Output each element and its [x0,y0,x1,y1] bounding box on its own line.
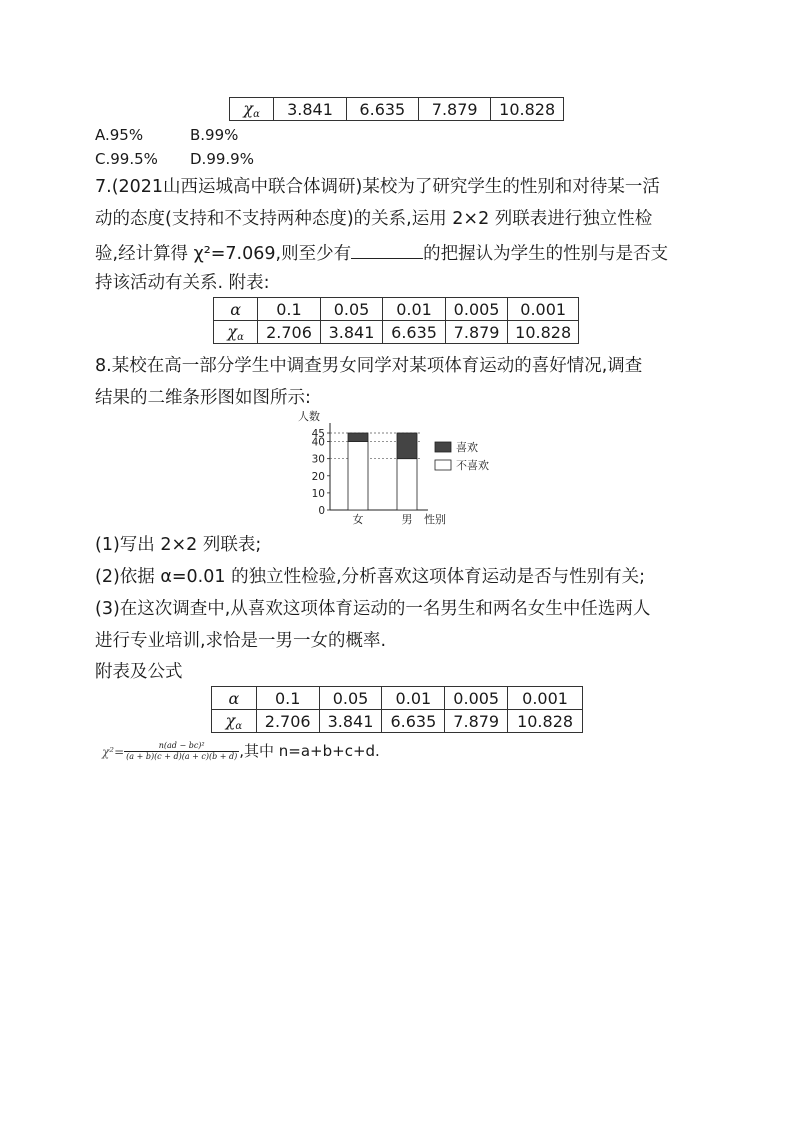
table-cell: 0.01 [383,298,446,321]
y-tick-label: 30 [311,453,325,466]
legend-swatch-dislike [435,460,451,470]
bar-segment [397,433,417,459]
option-b: B.99% [190,126,239,144]
q8-line1: 8.某校在高一部分学生中调查男女同学对某项体育运动的喜好情况,调查 [95,356,643,376]
table-cell: 2.706 [256,710,319,733]
table-cell: 0.005 [445,298,508,321]
q7-line3 [95,240,668,265]
table-cell: 7.879 [445,321,508,344]
table-cell: 0.1 [258,298,321,321]
formula-denominator: (a + b)(c + d)(a + c)(b + d) [126,752,238,761]
q7-line3-pre: 验,经计算得 χ²=7.069,则至少有 [95,244,352,264]
table-cell: 10.828 [491,98,564,121]
table-cell: 0.1 [256,687,319,710]
bar-segment [348,433,368,442]
x-axis-label: 性别 [424,513,446,526]
x-tick-label: 女 [352,513,364,526]
table-cell: 0.005 [445,687,508,710]
q7-line1: 7.(2021山西运城高中联合体调研)某校为了研究学生的性别和对待某一活 [95,177,660,197]
bar-chart [290,406,520,528]
option-c: C.99.5% [95,150,158,168]
q7-line2: 动的态度(支持和不支持两种态度)的关系,运用 2×2 列联表进行独立性检 [95,209,653,229]
table-cell: 3.841 [320,321,383,344]
critical-value-table-top [229,97,564,121]
answer-blank[interactable] [351,240,423,259]
table-cell: 0.05 [319,687,382,710]
table-cell: 2.706 [258,321,321,344]
chi-alpha-label: $\chi_\alpha$ [230,98,274,121]
formula-lhs: χ²= [102,745,125,759]
chi-alpha-label: $\chi_\alpha$ [214,321,258,344]
q8-part3b: 进行专业培训,求恰是一男一女的概率. [95,631,387,651]
x-tick-label: 男 [401,513,413,526]
table-cell: 0.05 [320,298,383,321]
legend-label-like: 喜欢 [456,441,478,454]
y-tick-label: 10 [311,487,325,500]
table-cell: 0.01 [382,687,445,710]
option-d: D.99.9% [190,150,254,168]
table-cell: 3.841 [274,98,346,121]
q8-part2: (2)依据 α=0.01 的独立性检验,分析喜欢这项体育运动是否与性别有关; [95,567,646,587]
appendix-heading: 附表及公式 [95,662,183,682]
table-cell: 10.828 [508,710,583,733]
critical-value-table-q8 [211,686,583,733]
chi-square-formula [102,740,380,762]
y-tick-label: 45 [311,428,325,440]
y-tick-label: 20 [311,470,325,483]
formula-tail: ,其中 n=a+b+c+d. [239,742,380,760]
table-cell: 3.841 [319,710,382,733]
alpha-label: α [214,298,258,321]
table-cell: 6.635 [346,98,418,121]
critical-value-table-q7 [213,297,579,344]
table-cell: 6.635 [383,321,446,344]
legend-label-dislike: 不喜欢 [456,459,489,472]
formula-numerator: n(ad − bc)² [124,741,239,752]
q7-line4: 持该活动有关系. 附表: [95,273,270,293]
bar-segment [397,459,417,510]
bar-segment [348,442,368,510]
table-cell: 10.828 [508,321,579,344]
y-tick-label: 0 [318,505,325,517]
y-tick-label: 40 [311,436,325,449]
table-cell: 0.001 [508,687,583,710]
chi-alpha-label: $\chi_\alpha$ [212,710,257,733]
legend-swatch-like [435,442,451,452]
q8-part1: (1)写出 2×2 列联表; [95,535,262,555]
table-cell: 7.879 [419,98,491,121]
q8-part3a: (3)在这次调查中,从喜欢这项体育运动的一名男生和两名女生中任选两人 [95,599,651,619]
table-cell: 0.001 [508,298,579,321]
y-axis-label: 人数 [298,410,320,423]
q8-line2: 结果的二维条形图如图所示: [95,388,311,408]
formula-fraction [124,741,239,762]
table-cell: 7.879 [445,710,508,733]
q7-line3-post: 的把握认为学生的性别与是否支 [423,244,669,264]
table-cell: 6.635 [382,710,445,733]
option-a: A.95% [95,126,144,144]
alpha-label: α [212,687,257,710]
